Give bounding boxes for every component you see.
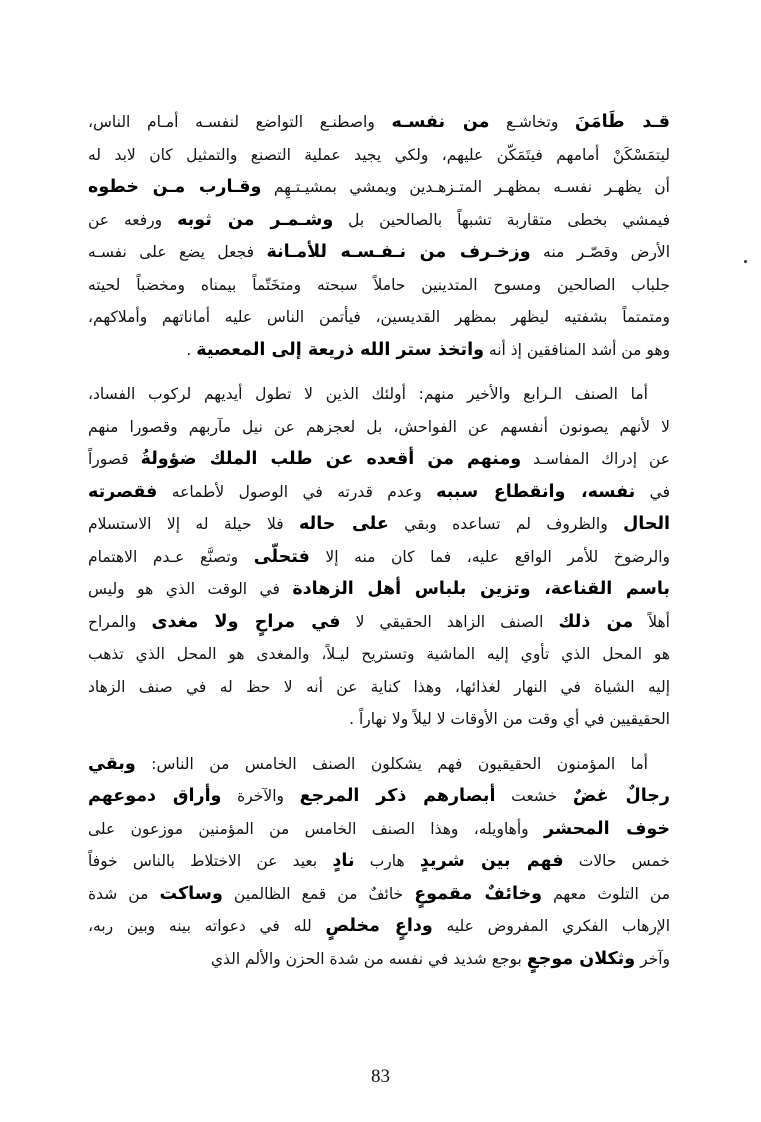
text-line <box>88 301 670 334</box>
emphasized-phrase: وخائفٌ مقموعٍ <box>414 883 543 904</box>
text-run: فلا حيلة له إلا الاستسلام <box>88 515 300 533</box>
text-run: والمراح <box>88 612 152 631</box>
emphasized-phrase: خوف المحشر <box>543 818 670 839</box>
text-run: فجعل يضع على نفسـه <box>88 243 267 261</box>
text-run: وعدم قدرته في الوصول لأطماعه <box>157 482 437 501</box>
text-run: أما المؤمنون الحقيقيون فهم يشكلون الصنف الخامس من الناس: <box>135 754 648 773</box>
emphasized-phrase: وزخـرف من نـفـسـه للأمـانة <box>266 242 531 262</box>
text-line <box>88 541 670 574</box>
text-line <box>88 943 670 976</box>
text-run: وآخر <box>635 949 670 968</box>
text-run: الأرض وقصّـر منه <box>530 243 670 261</box>
emphasized-phrase: وبقي <box>88 753 136 774</box>
text-run: ليتمَسْكَنْ أمامهم فيتَمَكّن عليهم، ولكي يجيد عملية التصنع والتمثيل كان لابد له <box>88 145 670 164</box>
text-line <box>88 573 670 606</box>
text-line <box>88 813 670 846</box>
emphasized-phrase: وداعٍ مخلصٍ <box>325 916 433 936</box>
text-run: خشعت <box>495 787 573 805</box>
emphasized-phrase: وشـمـر من ثوبه <box>177 209 334 230</box>
text-run: فيمشي بخطى متقاربة تشبهاً بالصالحين بل <box>333 210 670 229</box>
text-run: بوجع شديد في نفسه من شدة الحزن والألم الذي <box>210 949 527 968</box>
text-run: الصنف الزاهد الحقيقي لا <box>340 612 559 631</box>
text-run: وهو من أشد المنافقين إذ أنه <box>483 340 670 359</box>
text-run: لله في دعواته بينه وبين ربه، <box>88 917 326 935</box>
paragraph-2 <box>88 378 670 736</box>
text-run: في <box>635 482 670 501</box>
text-line <box>88 878 670 911</box>
paragraph-gap <box>88 736 670 748</box>
text-run: بعيد عن الاختلاط بالناس خوفاً <box>88 852 333 870</box>
text-run: وتخاشـع <box>489 113 575 131</box>
paragraph-1 <box>88 106 670 366</box>
emphasized-phrase: وساكت <box>159 883 223 904</box>
emphasized-phrase: من نفسـه <box>391 112 490 132</box>
paragraph-gap <box>88 366 670 378</box>
text-line <box>88 748 670 781</box>
emphasized-phrase: فهم بين شريدٍ <box>419 851 564 871</box>
text-run: عن إدراك المفاسـد <box>521 450 670 468</box>
text-line <box>88 910 670 943</box>
text-run: إليه الشياة في النهار لغذائها، وهذا كناية عن أنه لا حظ له في صنف الزهاد <box>88 677 670 696</box>
text-line <box>88 671 670 704</box>
text-line <box>88 411 670 444</box>
text-line <box>88 139 670 172</box>
text-run: خائفٌ من قمع الظالمين <box>222 884 415 903</box>
text-line <box>88 703 670 736</box>
page-number: 83 <box>371 1066 390 1087</box>
text-run: من شدة <box>88 884 160 903</box>
text-run: في الوقت الذي هو وليس <box>88 580 293 598</box>
text-line <box>88 476 670 509</box>
emphasized-phrase: باسم القناعة، وتزين بلباس أهل الزهادة <box>292 579 670 599</box>
emphasized-phrase: في مراحٍ ولا مغدى <box>151 611 341 632</box>
text-run: ومتمتماً بشفتيه ليظهر بمظهر القديسين، فيأتمن الناس عليه أماناتهم وأملاكهم، <box>88 308 670 326</box>
text-run: والظروف لم تساعده وبقي <box>388 515 624 533</box>
text-run: . <box>186 340 197 359</box>
text-line <box>88 236 670 269</box>
text-line <box>88 106 670 139</box>
emphasized-phrase: فتحلّى <box>253 546 310 567</box>
emphasized-phrase: وأراق دموعهم <box>88 786 222 806</box>
emphasized-phrase: من ذلك <box>558 611 634 632</box>
text-run: أن يظهـر نفسـه بمظهـر المتـزهـدين ويمشي بمشيـتـهِم <box>261 178 670 196</box>
emphasized-phrase: وثكلان موجعٍ <box>526 948 636 969</box>
text-run: والرضوخ للأمر الواقع عليه، فما كان منه إلا <box>309 547 671 566</box>
text-line <box>88 204 670 237</box>
text-run: لا لأنهم يصونون أنفسهم عن الفواحش، بل لعجزهم عن نيل مآربهم وقصورا منهم <box>88 417 670 436</box>
emphasized-phrase: قـد طَامَنَ <box>575 112 670 132</box>
emphasized-phrase: على حاله <box>299 514 389 534</box>
text-run: أهلاً <box>633 612 670 631</box>
emphasized-phrase: فقصرته <box>88 481 158 502</box>
paragraph-3 <box>88 748 670 976</box>
text-run: واصطنـع التواضع لنفسـه أمـام الناس، <box>88 113 392 131</box>
text-run: ورفعه عن <box>88 210 178 229</box>
text-line <box>88 334 670 367</box>
text-run: جلباب الصالحين ومسوح المتدينين حاملاً سبحته ومتخَتّماً بيمناه ومخضباً لحيته <box>88 275 670 294</box>
text-run: الإرهاب الفكري المفروض عليه <box>432 917 671 935</box>
text-run: الحقيقيين في أي وقت من الأوقات لا ليلاً ولا نهاراً . <box>349 710 670 728</box>
text-line <box>88 378 670 411</box>
text-line <box>88 171 670 204</box>
emphasized-phrase: ومنهم من أقعده عن طلب الملك ضؤولةُ <box>140 449 522 469</box>
book-page-body <box>88 106 670 975</box>
emphasized-phrase: الحال <box>623 514 671 534</box>
text-run: من التلوث معهم <box>542 884 670 903</box>
text-run: خمس حالات <box>563 852 670 870</box>
emphasized-phrase: أبصارهم ذكر المرجع <box>299 786 496 806</box>
text-run: هو المحل الذي تأوي إليه الماشية وتستريح ليـلاً، والمغدى هو المحل الذي تذهب <box>88 645 670 663</box>
emphasized-phrase: رجالٌ غضٌ <box>572 786 670 806</box>
text-run: وأهاويله، وهذا الصنف الخامس من المؤمنين موزعون على <box>88 819 544 838</box>
text-run: وتصنَّع عـدم الاهتمام <box>88 547 254 566</box>
text-run: هارب <box>354 852 420 870</box>
text-line <box>88 269 670 302</box>
text-line <box>88 606 670 639</box>
text-line <box>88 638 670 671</box>
text-line <box>88 845 670 878</box>
emphasized-phrase: واتخذ ستر الله ذريعة إلى المعصية <box>196 339 484 360</box>
text-run: قصوراً <box>88 450 141 468</box>
emphasized-phrase: نادٍ <box>332 851 355 871</box>
emphasized-phrase: نفسه، وانقطاع سببه <box>436 481 636 502</box>
emphasized-phrase: وقـارب مـن خطوه <box>88 177 262 197</box>
text-line <box>88 780 670 813</box>
margin-mark <box>744 260 747 263</box>
text-run: أما الصنف الـرابع والأخير منهم: أولئك الذين لا تطول أيديهم لركوب الفساد، <box>88 385 648 403</box>
text-run: والآخرة <box>221 787 300 805</box>
text-line <box>88 443 670 476</box>
text-line <box>88 508 670 541</box>
